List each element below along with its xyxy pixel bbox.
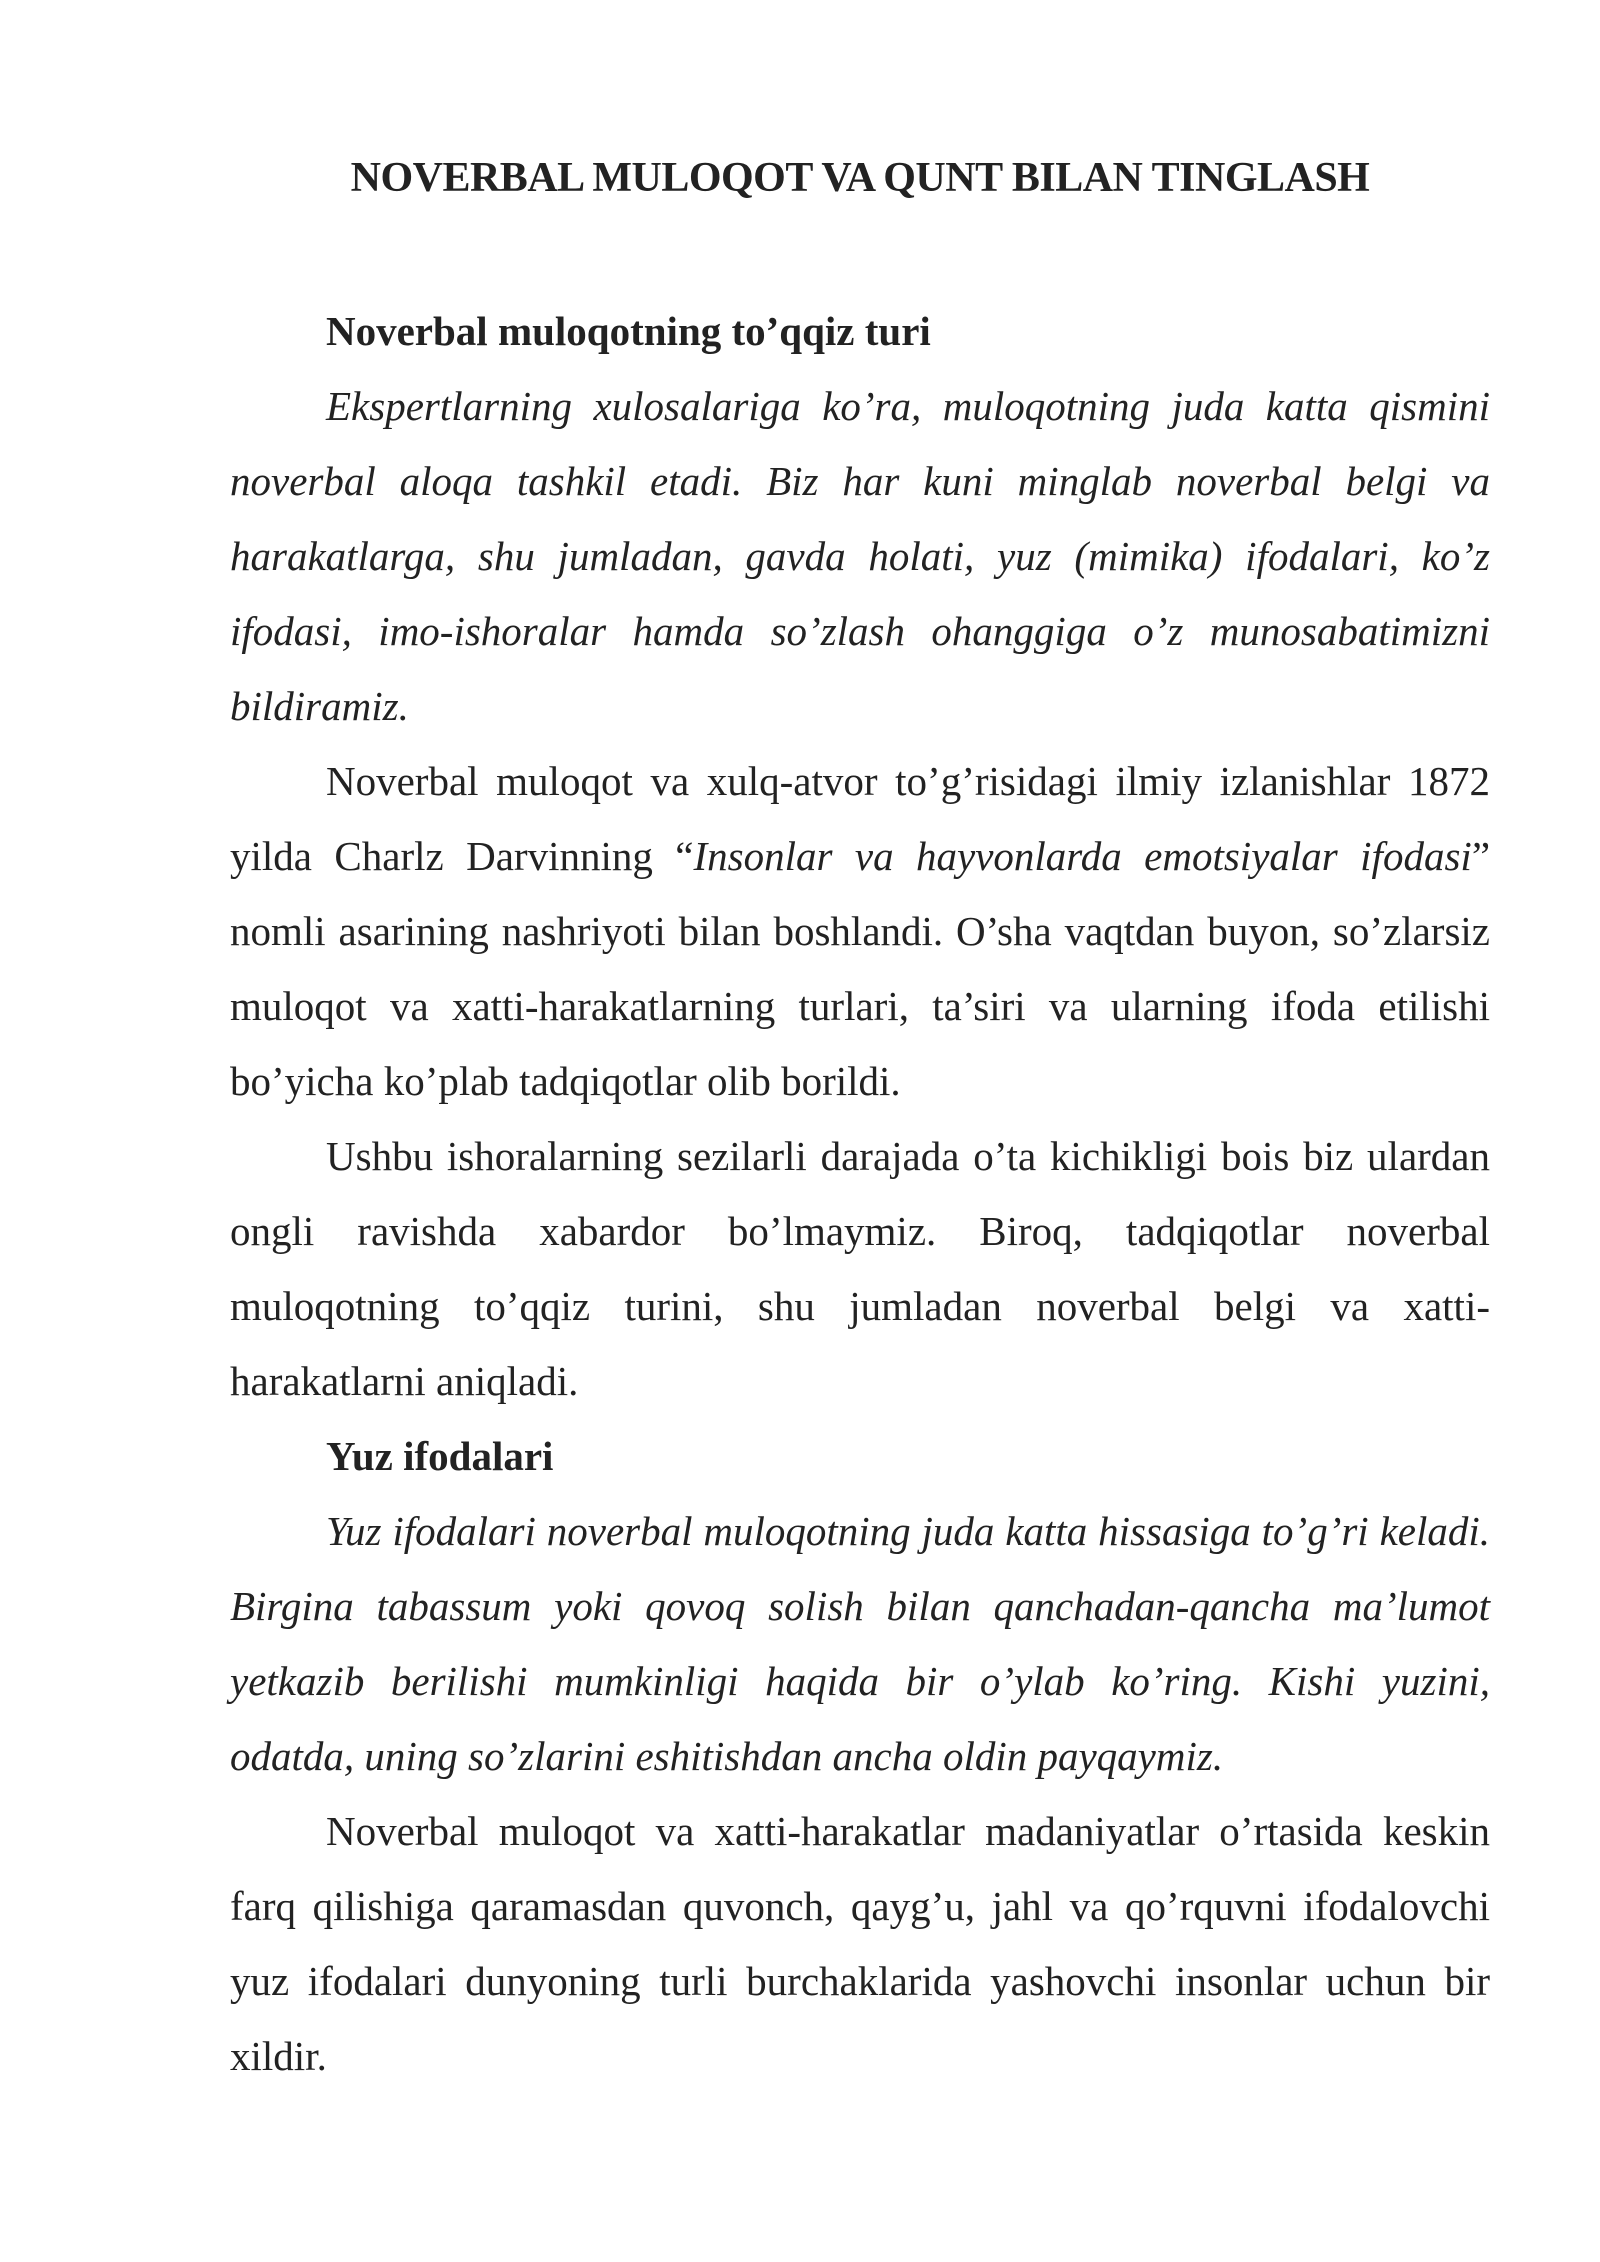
paragraph-nine-types: Ushbu ishoralarning sezilarli darajada o’ta kichikligi bois biz ulardan ongli ravishda xabardor bo’lmaymiz. Biroq, tadqiqotlar noverbal muloqotning to’qqiz turini, shu jumladan noverbal belgi va xatti-harakatlarni aniqladi. xyxy=(230,1133,1490,1404)
darwin-book-title: Insonlar va hayvonlarda emotsiyalar ifodasi xyxy=(693,833,1472,879)
section-heading-facial-expressions: Yuz ifodalari xyxy=(326,1433,554,1479)
page-title: NOVERBAL MULOQOT VA QUNT BILAN TINGLASH xyxy=(350,155,1370,201)
darwin-text-before: Noverbal muloqot va xulq-atvor to’g’risidagi ilmiy izlanishlar 1872 yilda Charlz Darvinning “ xyxy=(230,758,1490,879)
paragraph-darwin-history xyxy=(230,744,1490,1119)
document-body xyxy=(230,294,1490,2094)
paragraph-facial-universal: Noverbal muloqot va xatti-harakatlar madaniyatlar o’rtasida keskin farq qilishiga qaramasdan quvonch, qayg’u, jahl va qo’rquvni ifodalovchi yuz ifodalari dunyoning turli burchaklarida yashovchi insonlar uchun bir xildir. xyxy=(230,1808,1490,2079)
paragraph-facial-intro: Yuz ifodalari noverbal muloqotning juda katta hissasiga to’g’ri keladi. Birgina tabassum yoki qovoq solish bilan qanchadan-qancha ma’lumot yetkazib berilishi mumkinligi haqida bir o’ylab ko’ring. Kishi yuzini, odatda, uning so’zlarini eshitishdan ancha oldin payqaymiz. xyxy=(230,1508,1490,1779)
section-heading-nine-types: Noverbal muloqotning to’qqiz turi xyxy=(326,308,931,354)
darwin-text-after: ” nomli asarining nashriyoti bilan boshlandi. O’sha vaqtdan buyon, so’zlarsiz muloqot va xatti-harakatlarning turlari, ta’siri va ularning ifoda etilishi bo’yicha ko’plab tadqiqotlar olib borildi. xyxy=(230,833,1491,1104)
paragraph-experts-intro: Ekspertlarning xulosalariga ko’ra, muloqotning juda katta qismini noverbal aloqa tashkil etadi. Biz har kuni minglab noverbal belgi va harakatlarga, shu jumladan, gavda holati, yuz (mimika) ifodalari, ko’z ifodasi, imo-ishoralar hamda so’zlash ohanggiga o’z munosabatimizni bildiramiz. xyxy=(230,383,1490,729)
